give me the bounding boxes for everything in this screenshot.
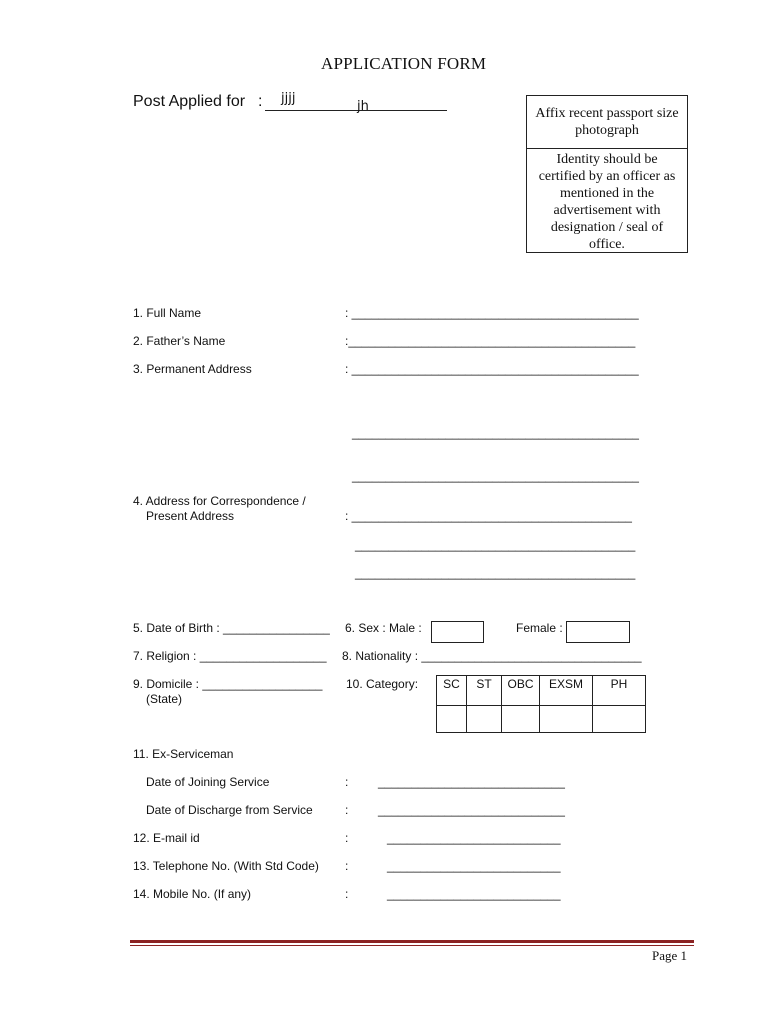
ex-serviceman-label: 11. Ex-Serviceman [133,747,234,761]
post-applied-colon: : [258,93,263,110]
correspondence-address-field-2[interactable]: __________________________________________ [355,538,636,552]
sex-female-box[interactable] [566,621,630,643]
post-applied-value-1[interactable]: jjjj [281,91,296,106]
email-field[interactable]: __________________________ [387,831,561,845]
full-name-field[interactable]: : ___________________________________________ [345,306,639,320]
correspondence-address-field-1[interactable]: : __________________________________________ [345,509,632,523]
footer-rule-thin [130,945,694,946]
sex-male-label: 6. Sex : Male : [345,621,422,635]
category-header-st: ST [467,676,502,706]
photo-box [526,95,688,253]
joining-service-field[interactable]: ____________________________ [378,775,565,789]
category-header-obc: OBC [502,676,540,706]
email-colon: : [345,831,349,845]
category-label: 10. Category: [346,677,419,691]
religion-field[interactable]: 7. Religion : ___________________ [133,649,327,663]
permanent-address-field-2[interactable]: ___________________________________________ [352,426,639,440]
telephone-field[interactable]: __________________________ [387,859,561,873]
post-applied-label: Post Applied for [133,93,246,110]
father-name-field[interactable]: :___________________________________________ [345,334,636,348]
category-cell-sc[interactable] [437,706,467,733]
discharge-service-label: Date of Discharge from Service [146,803,313,817]
category-cell-exsm[interactable] [540,706,593,733]
category-cell-obc[interactable] [502,706,540,733]
category-header-ph: PH [593,676,646,706]
present-address-label: Present Address [146,509,235,523]
joining-service-label: Date of Joining Service [146,775,270,789]
photo-box-identity-note: Identity should be certified by an officer as mentioned in the advertisement with designation / seal of office. [538,152,676,252]
mobile-label: 14. Mobile No. (If any) [133,887,252,901]
post-applied-value-2[interactable]: jh [357,99,369,114]
category-cell-ph[interactable] [593,706,646,733]
permanent-address-field-1[interactable]: : ___________________________________________ [345,362,639,376]
joining-service-colon: : [345,775,349,789]
email-label: 12. E-mail id [133,831,200,845]
photo-box-instruction: Affix recent passport size photograph [527,96,687,149]
correspondence-address-label: 4. Address for Correspondence / [133,494,306,508]
permanent-address-label: 3. Permanent Address [133,362,252,376]
full-name-label: 1. Full Name [133,306,202,320]
sex-male-box[interactable] [431,621,484,643]
page-title: APPLICATION FORM [321,54,487,73]
mobile-colon: : [345,887,349,901]
post-applied-underline [265,110,447,111]
category-cell-st[interactable] [467,706,502,733]
category-header-sc: SC [437,676,467,706]
discharge-service-colon: : [345,803,349,817]
mobile-field[interactable]: __________________________ [387,887,561,901]
domicile-field[interactable]: 9. Domicile : __________________ [133,677,323,691]
domicile-state-label: (State) [146,692,183,706]
father-name-label: 2. Father’s Name [133,334,226,348]
category-table [436,675,646,733]
telephone-label: 13. Telephone No. (With Std Code) [133,859,319,873]
footer-rule-thick [130,940,694,943]
permanent-address-field-3[interactable]: ___________________________________________ [352,469,639,483]
nationality-field[interactable]: 8. Nationality : _________________________________ [342,649,642,663]
sex-female-label: Female : [516,621,563,635]
category-header-exsm: EXSM [540,676,593,706]
telephone-colon: : [345,859,349,873]
correspondence-address-field-3[interactable]: __________________________________________ [355,566,636,580]
page-number: Page 1 [652,948,688,963]
dob-field[interactable]: 5. Date of Birth : ________________ [133,621,330,635]
discharge-service-field[interactable]: ____________________________ [378,803,565,817]
